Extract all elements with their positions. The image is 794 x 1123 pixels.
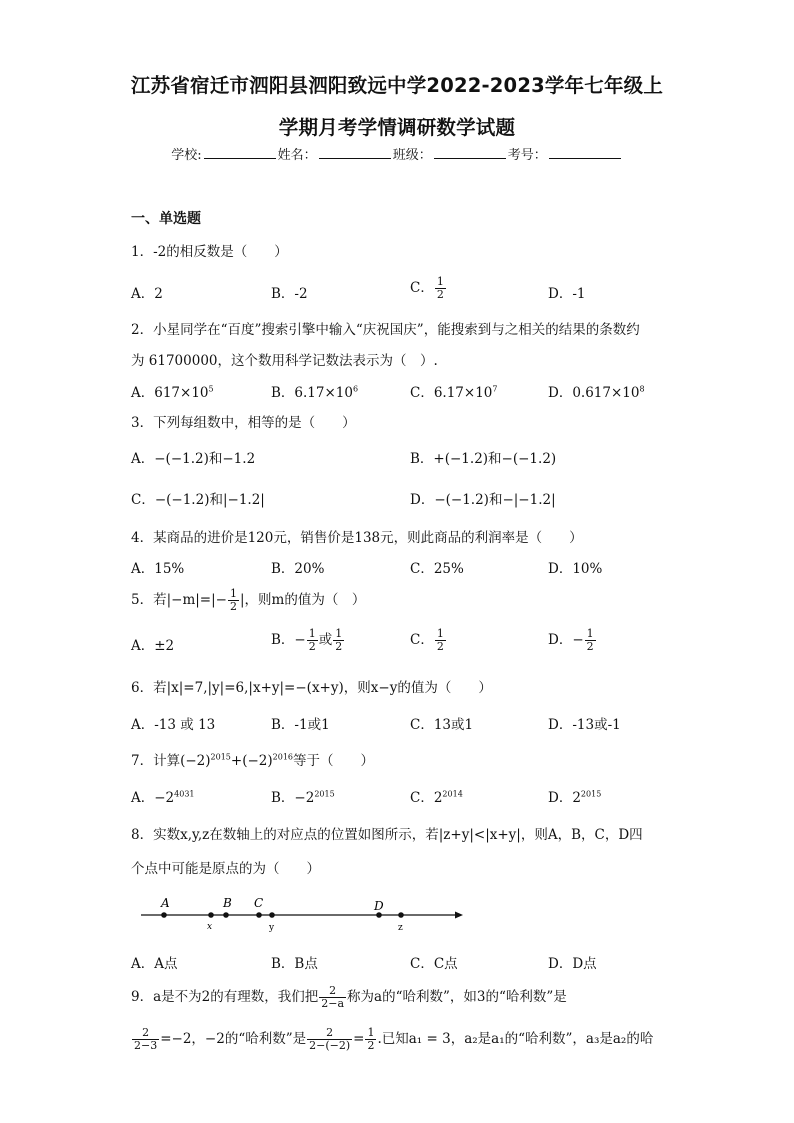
q2-option-c-exp: 7 (492, 384, 498, 394)
q2-option-c-text: C．6.17×10 (410, 385, 493, 401)
fraction-numerator: 1 (586, 627, 594, 640)
q2-option-a-exp: 5 (208, 384, 214, 394)
var-x-label: x (207, 922, 213, 932)
q2-option-a-text: A．617×10 (131, 385, 209, 401)
question-4-stem: 4．某商品的进价是120元，销售价是138元，则此商品的利润率是（ ） (131, 530, 583, 546)
q5-option-d (548, 628, 597, 653)
point-b-dot (223, 912, 229, 918)
q5-stem-part2: |，则m的值为（ ） (239, 592, 366, 608)
q2-option-c (410, 381, 497, 401)
school-blank (204, 146, 276, 159)
question-3-stem: 3．下列每组数中，相等的是（ ） (131, 415, 356, 431)
q6-option-a: A．-13 或 13 (131, 717, 216, 733)
question-8-stem-line1: 8．实数x,y,z在数轴上的对应点的位置如图所示，若|z+y|<|x+y|，则A，B，C，D四 (131, 827, 643, 843)
q6-option-c: C．13或1 (410, 717, 474, 733)
fraction-denominator: 2−a (321, 997, 345, 1010)
point-a-label: A (161, 896, 170, 910)
exam-title-line1: 江苏省宿迁市泗阳县泗阳致远中学2022-2023学年七年级上 (130, 74, 664, 97)
exam-title-line2: 学期月考学情调研数学试题 (278, 116, 516, 139)
q9-frac-ex3 (365, 1027, 376, 1052)
q8-option-d: D．D点 (548, 956, 597, 972)
q1-option-c (410, 276, 447, 301)
q5-option-c-frac (435, 628, 446, 653)
q6-option-b: B．-1或1 (271, 717, 330, 733)
q3-option-d: D．−(−1.2)和−|−1.2| (410, 492, 556, 508)
point-d-label: D (374, 899, 384, 913)
q6-option-d: D．-13或-1 (548, 717, 621, 733)
fraction-denominator: 2 (436, 640, 444, 653)
q7-option-d (548, 786, 601, 806)
q9-frac-ex2 (307, 1027, 352, 1052)
q9-frac-def (319, 985, 346, 1010)
q3-option-c: C．−(−1.2)和|−1.2| (131, 492, 265, 508)
point-c-label: C (254, 896, 264, 910)
q7-option-d-exp: 2015 (580, 789, 602, 799)
q2-option-d-text: D．0.617×10 (548, 385, 640, 401)
student-info-row (0, 144, 794, 163)
fraction-numerator: 2 (132, 1027, 159, 1040)
q3-option-b: B．+(−1.2)和−(−1.2) (410, 451, 557, 467)
q7-option-c (410, 786, 463, 806)
name-blank (319, 146, 391, 159)
q1-option-b: B．-2 (271, 286, 308, 302)
q4-option-b: B．20% (271, 561, 325, 577)
q5-option-b (271, 628, 345, 653)
q9-part5: .已知a₁ = 3，a₂是a₁的“哈利数”，a₃是a₂的哈 (377, 1031, 654, 1047)
point-b-label: B (223, 896, 232, 910)
fraction-denominator: 2−3 (134, 1039, 158, 1052)
q7-option-a-text: A．−2 (131, 790, 175, 806)
q1-option-c-fraction (435, 276, 446, 301)
fraction-numerator: 2 (319, 985, 346, 998)
q5-option-b-frac1 (307, 628, 318, 653)
fraction-numerator: 1 (308, 627, 316, 640)
q7-stem-part2: +(−2) (230, 753, 273, 769)
var-y-label: y (269, 923, 275, 933)
q8-option-c: C．C点 (410, 956, 458, 972)
number-line-figure (141, 896, 471, 936)
question-1-stem: 1．-2的相反数是（ ） (131, 244, 288, 260)
q9-part3: =−2，−2的“哈利数”是 (160, 1031, 307, 1047)
q8-option-a: A．A点 (131, 956, 178, 972)
point-c-dot (256, 912, 262, 918)
q4-option-d: D．10% (548, 561, 603, 577)
q2-option-a (131, 381, 214, 401)
q9-part2: 称为a的“哈利数”，如3的“哈利数”是 (347, 989, 567, 1005)
q5-option-d-frac (585, 628, 596, 653)
fraction-denominator: 2−(−2) (309, 1039, 351, 1052)
fraction-denominator: 2 (436, 288, 444, 301)
q7-stem-part3: 等于（ ） (293, 753, 374, 769)
q5-option-a: A．±2 (131, 638, 175, 654)
q4-option-c: C．25% (410, 561, 464, 577)
q1-option-d: D．-1 (548, 286, 586, 302)
question-9-stem-line1 (131, 985, 567, 1010)
q7-option-a (131, 786, 195, 806)
q2-option-d (548, 381, 645, 401)
q7-exp1: 2015 (210, 752, 231, 762)
point-d-dot (376, 912, 382, 918)
fraction-numerator: 1 (436, 275, 444, 288)
point-z-dot (398, 912, 404, 918)
exam-no-blank (549, 146, 621, 159)
point-x-dot (208, 912, 214, 918)
question-8-stem-line2: 个点中可能是原点的为（ ） (131, 861, 320, 877)
q7-option-c-exp: 2014 (442, 789, 463, 799)
q2-option-b-text: B．6.17×10 (271, 385, 353, 401)
q5-stem-part1: 5．若|−m|=|− (131, 592, 227, 608)
point-y-dot (269, 912, 275, 918)
exam-no-label: 考号： (507, 148, 547, 163)
name-label: 姓名： (277, 148, 317, 163)
q7-exp2: 2016 (272, 752, 293, 762)
class-blank (434, 146, 506, 159)
q7-option-b (271, 786, 335, 806)
q1-option-c-label: C． (410, 280, 434, 296)
fraction-numerator: 1 (229, 587, 237, 600)
class-label: 班级： (392, 148, 432, 163)
q2-option-b (271, 381, 358, 401)
var-z-label: z (398, 923, 403, 933)
school-label: 学校: (171, 148, 202, 163)
fraction-denominator: 2 (367, 1039, 375, 1052)
fraction-denominator: 2 (229, 600, 237, 613)
fraction-denominator: 2 (335, 640, 343, 653)
q4-option-a: A．15% (131, 561, 185, 577)
q5-option-b-or: 或 (318, 632, 333, 648)
q8-option-b: B．B点 (271, 956, 318, 972)
point-a-dot (161, 912, 167, 918)
q5-option-d-text: D．− (548, 632, 584, 648)
q7-option-c-text: C．2 (410, 790, 443, 806)
number-line-arrow (455, 912, 463, 919)
q7-option-a-exp: 4031 (174, 789, 195, 799)
question-7-stem (131, 749, 374, 769)
question-2-stem-line2: 为 61700000，这个数用科学记数法表示为（ ）. (131, 353, 438, 369)
question-6-stem: 6．若|x|=7,|y|=6,|x+y|=−(x+y)，则x−y的值为（ ） (131, 680, 492, 696)
section-title: 一、单选题 (131, 211, 201, 227)
fraction-numerator: 1 (335, 627, 343, 640)
q3-option-a: A．−(−1.2)和−1.2 (131, 451, 256, 467)
q5-stem-fraction (228, 588, 239, 613)
q5-option-c (410, 628, 447, 653)
question-2-stem-line1: 2．小星同学在“百度”搜索引擎中输入“庆祝国庆”，能搜索到与之相关的结果的条数约 (131, 322, 640, 338)
q9-part4: = (353, 1031, 365, 1047)
q7-stem-part1: 7．计算(−2) (131, 753, 211, 769)
q7-option-d-text: D．2 (548, 790, 581, 806)
q7-option-b-text: B．−2 (271, 790, 315, 806)
question-9-stem-line2 (131, 1027, 653, 1052)
q9-frac-ex1 (132, 1027, 159, 1052)
fraction-numerator: 2 (307, 1027, 352, 1040)
q2-option-d-exp: 8 (639, 384, 645, 394)
fraction-denominator: 2 (586, 640, 594, 653)
question-5-stem (131, 588, 365, 613)
fraction-numerator: 1 (367, 1026, 375, 1039)
q7-option-b-exp: 2015 (314, 789, 335, 799)
fraction-denominator: 2 (308, 640, 316, 653)
q5-option-c-text: C． (410, 632, 434, 648)
q2-option-b-exp: 6 (352, 384, 359, 394)
q1-option-a: A．2 (131, 286, 163, 302)
q5-option-b-frac2 (333, 628, 344, 653)
q9-part1: 9．a是不为2的有理数，我们把 (131, 989, 319, 1005)
q5-option-b-text: B．− (271, 632, 306, 648)
fraction-numerator: 1 (436, 627, 444, 640)
